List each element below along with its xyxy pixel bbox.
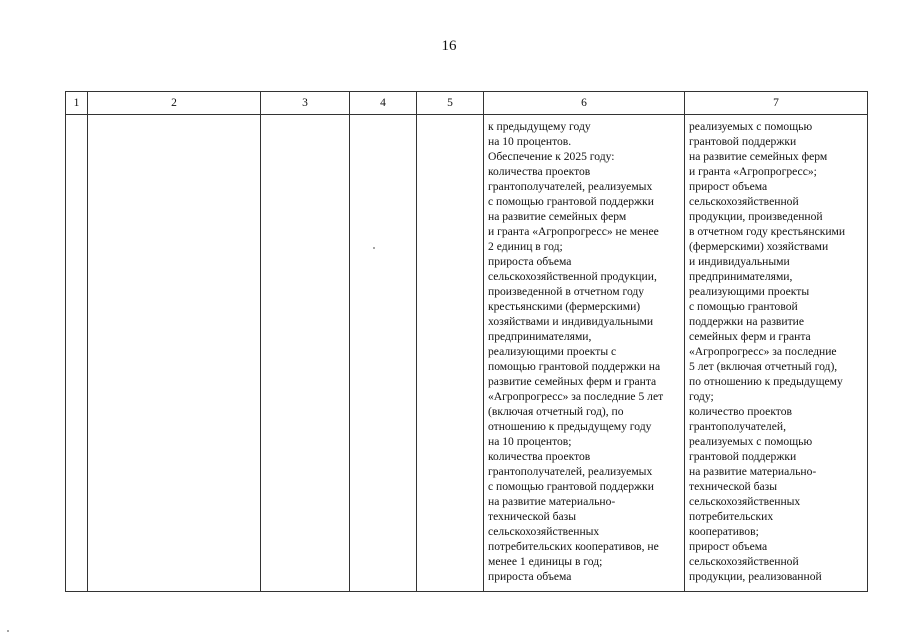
scan-speck [373, 247, 375, 249]
header-cell-1: 1 [66, 92, 88, 115]
header-cell-6: 6 [484, 92, 685, 115]
body-cell-6 [484, 115, 685, 592]
cell-6-text: к предыдущему году на 10 процентов. Обеспечение к 2025 году: количества проектов грантополучателей, реализуемых с помощью грантовой поддержки на развитие семейных ферм и гранта «Агропрогресс» не менее 2 единиц в год; прироста объема сельскохозяйственной продукции, произведенной в отчетном году крестьянскими (фермерскими) хозяйствами и индивидуальными предпринимателями, реализующими проекты с помощью грантовой поддержки на развитие семейных ферм и гранта «Агропрогресс» за последние 5 лет (включая отчетный год), по отношению к предыдущему году на 10 процентов; количества проектов грантополучателей, реализуемых с помощью грантовой поддержки на развитие материально- технической базы сельскохозяйственных потребительских кооперативов, не менее 1 единицы в год; прироста объема [488, 120, 664, 583]
body-cell-2 [88, 115, 261, 592]
cell-5-text [417, 115, 483, 119]
body-cell-4 [350, 115, 417, 592]
header-cell-5: 5 [417, 92, 484, 115]
header-cell-7: 7 [685, 92, 868, 115]
document-table [65, 91, 868, 592]
scan-speck [7, 630, 9, 632]
body-cell-7 [685, 115, 868, 592]
body-cell-5 [417, 115, 484, 592]
cell-1-text [66, 115, 87, 119]
cell-7-text: реализуемых с помощью грантовой поддержки на развитие семейных ферм и гранта «Агропрогресс»; прирост объема сельскохозяйственной продукции, произведенной в отчетном году крестьянскими (фермерскими) хозяйствами и индивидуальными предпринимателями, реализующими проекты с помощью грантовой поддержки на развитие семейных ферм и гранта «Агропрогресс» за последние 5 лет (включая отчетный год), по отношению к предыдущему году; количество проектов грантополучателей, реализуемых с помощью грантовой поддержки на развитие материально- технической базы сельскохозяйственных потребительских кооперативов; прирост объема сельскохозяйственной продукции, реализованной [689, 120, 846, 583]
header-cell-2: 2 [88, 92, 261, 115]
header-cell-4: 4 [350, 92, 417, 115]
table-body-row [66, 115, 868, 592]
cell-3-text [261, 115, 349, 119]
page-number: 16 [441, 38, 457, 54]
cell-4-text [350, 115, 416, 119]
body-cell-1 [66, 115, 88, 592]
body-cell-3 [261, 115, 350, 592]
table-header-row [66, 92, 868, 115]
cell-2-text [88, 115, 260, 119]
header-cell-3: 3 [261, 92, 350, 115]
